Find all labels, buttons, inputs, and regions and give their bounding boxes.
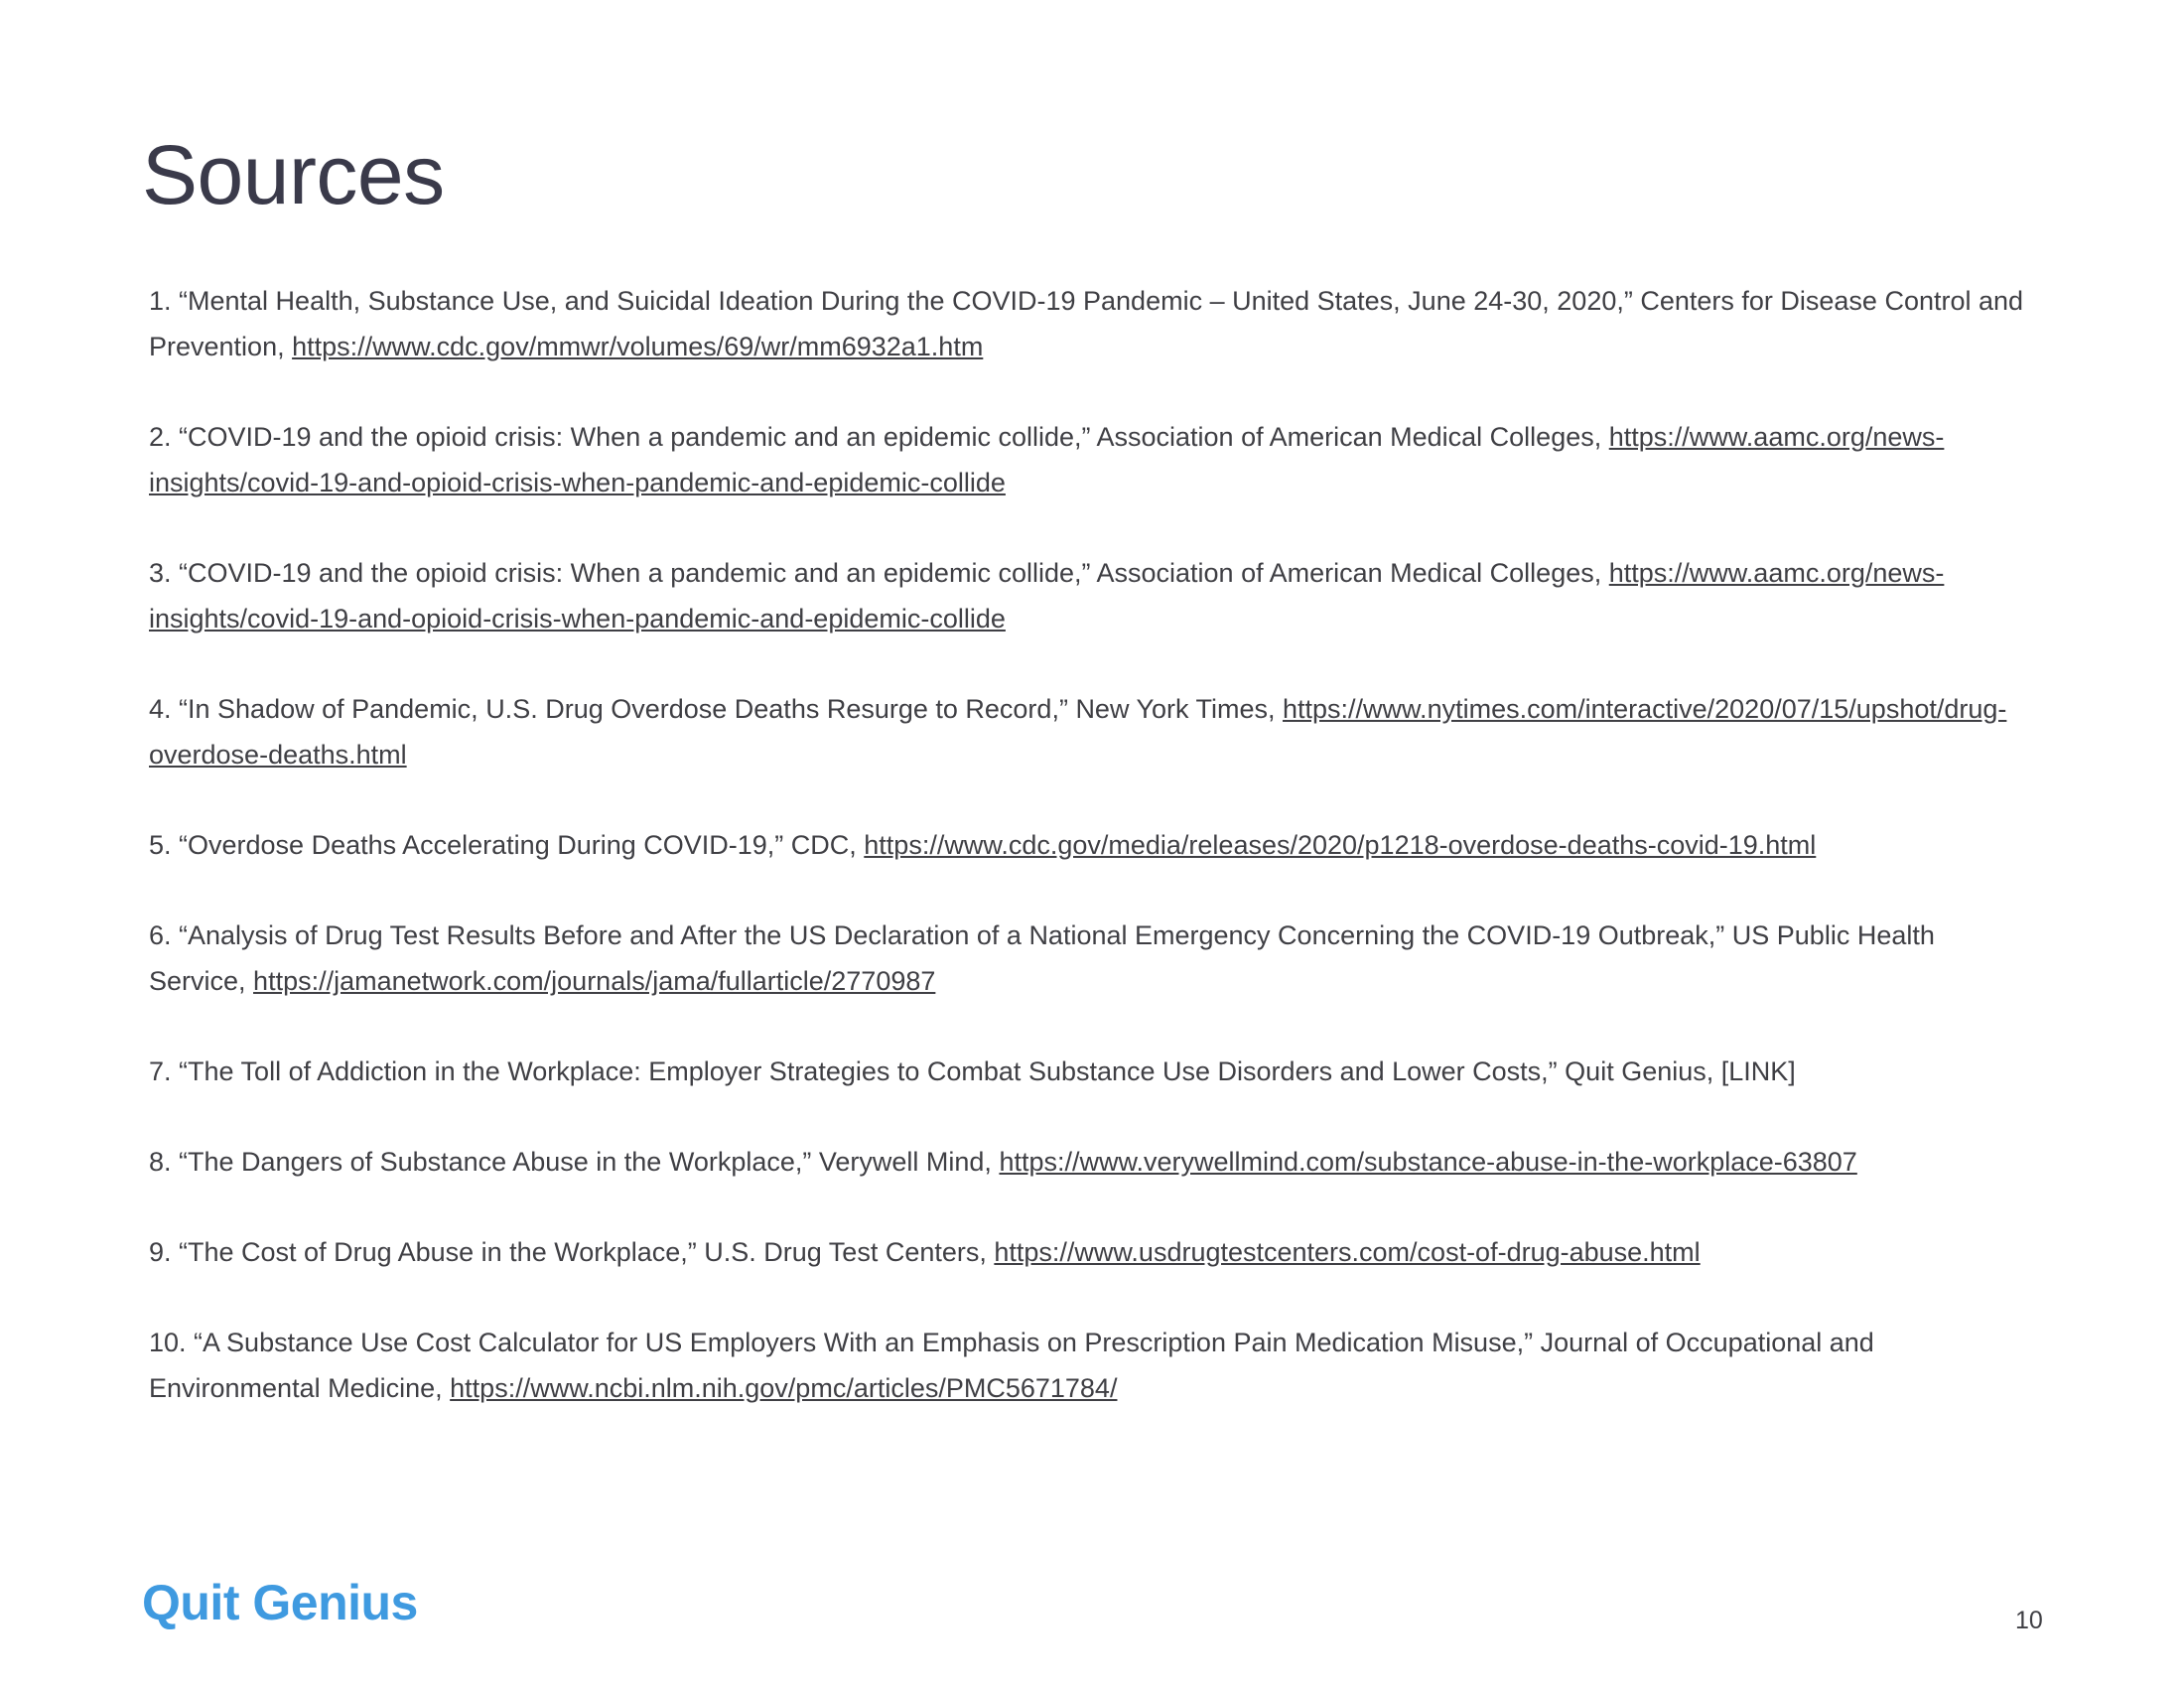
source-link[interactable]: https://www.cdc.gov/media/releases/2020/p1218-overdose-deaths-covid-19.html — [864, 830, 1817, 860]
brand-logo: Quit Genius — [142, 1575, 418, 1630]
source-text: 8. “The Dangers of Substance Abuse in the Workplace,” Verywell Mind, — [149, 1147, 1000, 1177]
source-link[interactable]: https://jamanetwork.com/journals/jama/fullarticle/2770987 — [253, 966, 936, 996]
source-item — [149, 1320, 2035, 1411]
source-item — [149, 1229, 2035, 1275]
source-link[interactable]: https://www.verywellmind.com/substance-abuse-in-the-workplace-63807 — [999, 1147, 1857, 1177]
source-item — [149, 278, 2035, 369]
source-link[interactable]: https://www.usdrugtestcenters.com/cost-of-drug-abuse.html — [994, 1237, 1701, 1267]
source-link[interactable]: https://www.ncbi.nlm.nih.gov/pmc/articles/PMC5671784/ — [450, 1373, 1118, 1403]
source-item — [149, 686, 2035, 777]
source-text: 10. “A Substance Use Cost Calculator for US Employers With an Emphasis on Prescription Pain Medication Misuse,” Journal of Occupational and Environmental Medicine, — [149, 1328, 1874, 1403]
source-text: 3. “COVID-19 and the opioid crisis: When a pandemic and an epidemic collide,” Association of American Medical Colleges, — [149, 558, 1609, 588]
source-text: 5. “Overdose Deaths Accelerating During COVID-19,” CDC, — [149, 830, 865, 860]
source-link[interactable]: https://www.nytimes.com/interactive/2020/07/15/upshot/drug-overdose-deaths.html — [149, 694, 2007, 770]
source-link[interactable]: https://www.aamc.org/news-insights/covid-19-and-opioid-crisis-when-pandemic-and-epidemic-collide — [149, 558, 1945, 633]
source-link[interactable]: https://www.cdc.gov/mmwr/volumes/69/wr/mm6932a1.htm — [292, 332, 984, 361]
source-item — [149, 1049, 2035, 1094]
page-title: Sources — [142, 128, 445, 221]
source-text: 9. “The Cost of Drug Abuse in the Workplace,” U.S. Drug Test Centers, — [149, 1237, 995, 1267]
source-item — [149, 550, 2035, 641]
source-text: 2. “COVID-19 and the opioid crisis: When a pandemic and an epidemic collide,” Association of American Medical Colleges, — [149, 422, 1609, 452]
sources-list — [149, 278, 2035, 1456]
source-text: 6. “Analysis of Drug Test Results Before and After the US Declaration of a National Emergency Concerning the COVID-19 Outbreak,” US Public Health Service, — [149, 920, 1935, 996]
source-item — [149, 822, 2035, 868]
page-number: 10 — [2015, 1607, 2043, 1634]
source-item — [149, 414, 2035, 505]
source-item — [149, 1139, 2035, 1185]
source-text: 1. “Mental Health, Substance Use, and Suicidal Ideation During the COVID-19 Pandemic – United States, June 24-30, 2020,” Centers for Disease Control and Prevention, — [149, 286, 2024, 361]
source-text: 7. “The Toll of Addiction in the Workplace: Employer Strategies to Combat Substance Use Disorders and Lower Costs,” Quit Genius, [LINK] — [149, 1056, 1796, 1086]
source-text: 4. “In Shadow of Pandemic, U.S. Drug Overdose Deaths Resurge to Record,” New York Times, — [149, 694, 1284, 724]
source-link[interactable]: https://www.aamc.org/news-insights/covid-19-and-opioid-crisis-when-pandemic-and-epidemic-collide — [149, 422, 1945, 497]
source-item — [149, 913, 2035, 1004]
